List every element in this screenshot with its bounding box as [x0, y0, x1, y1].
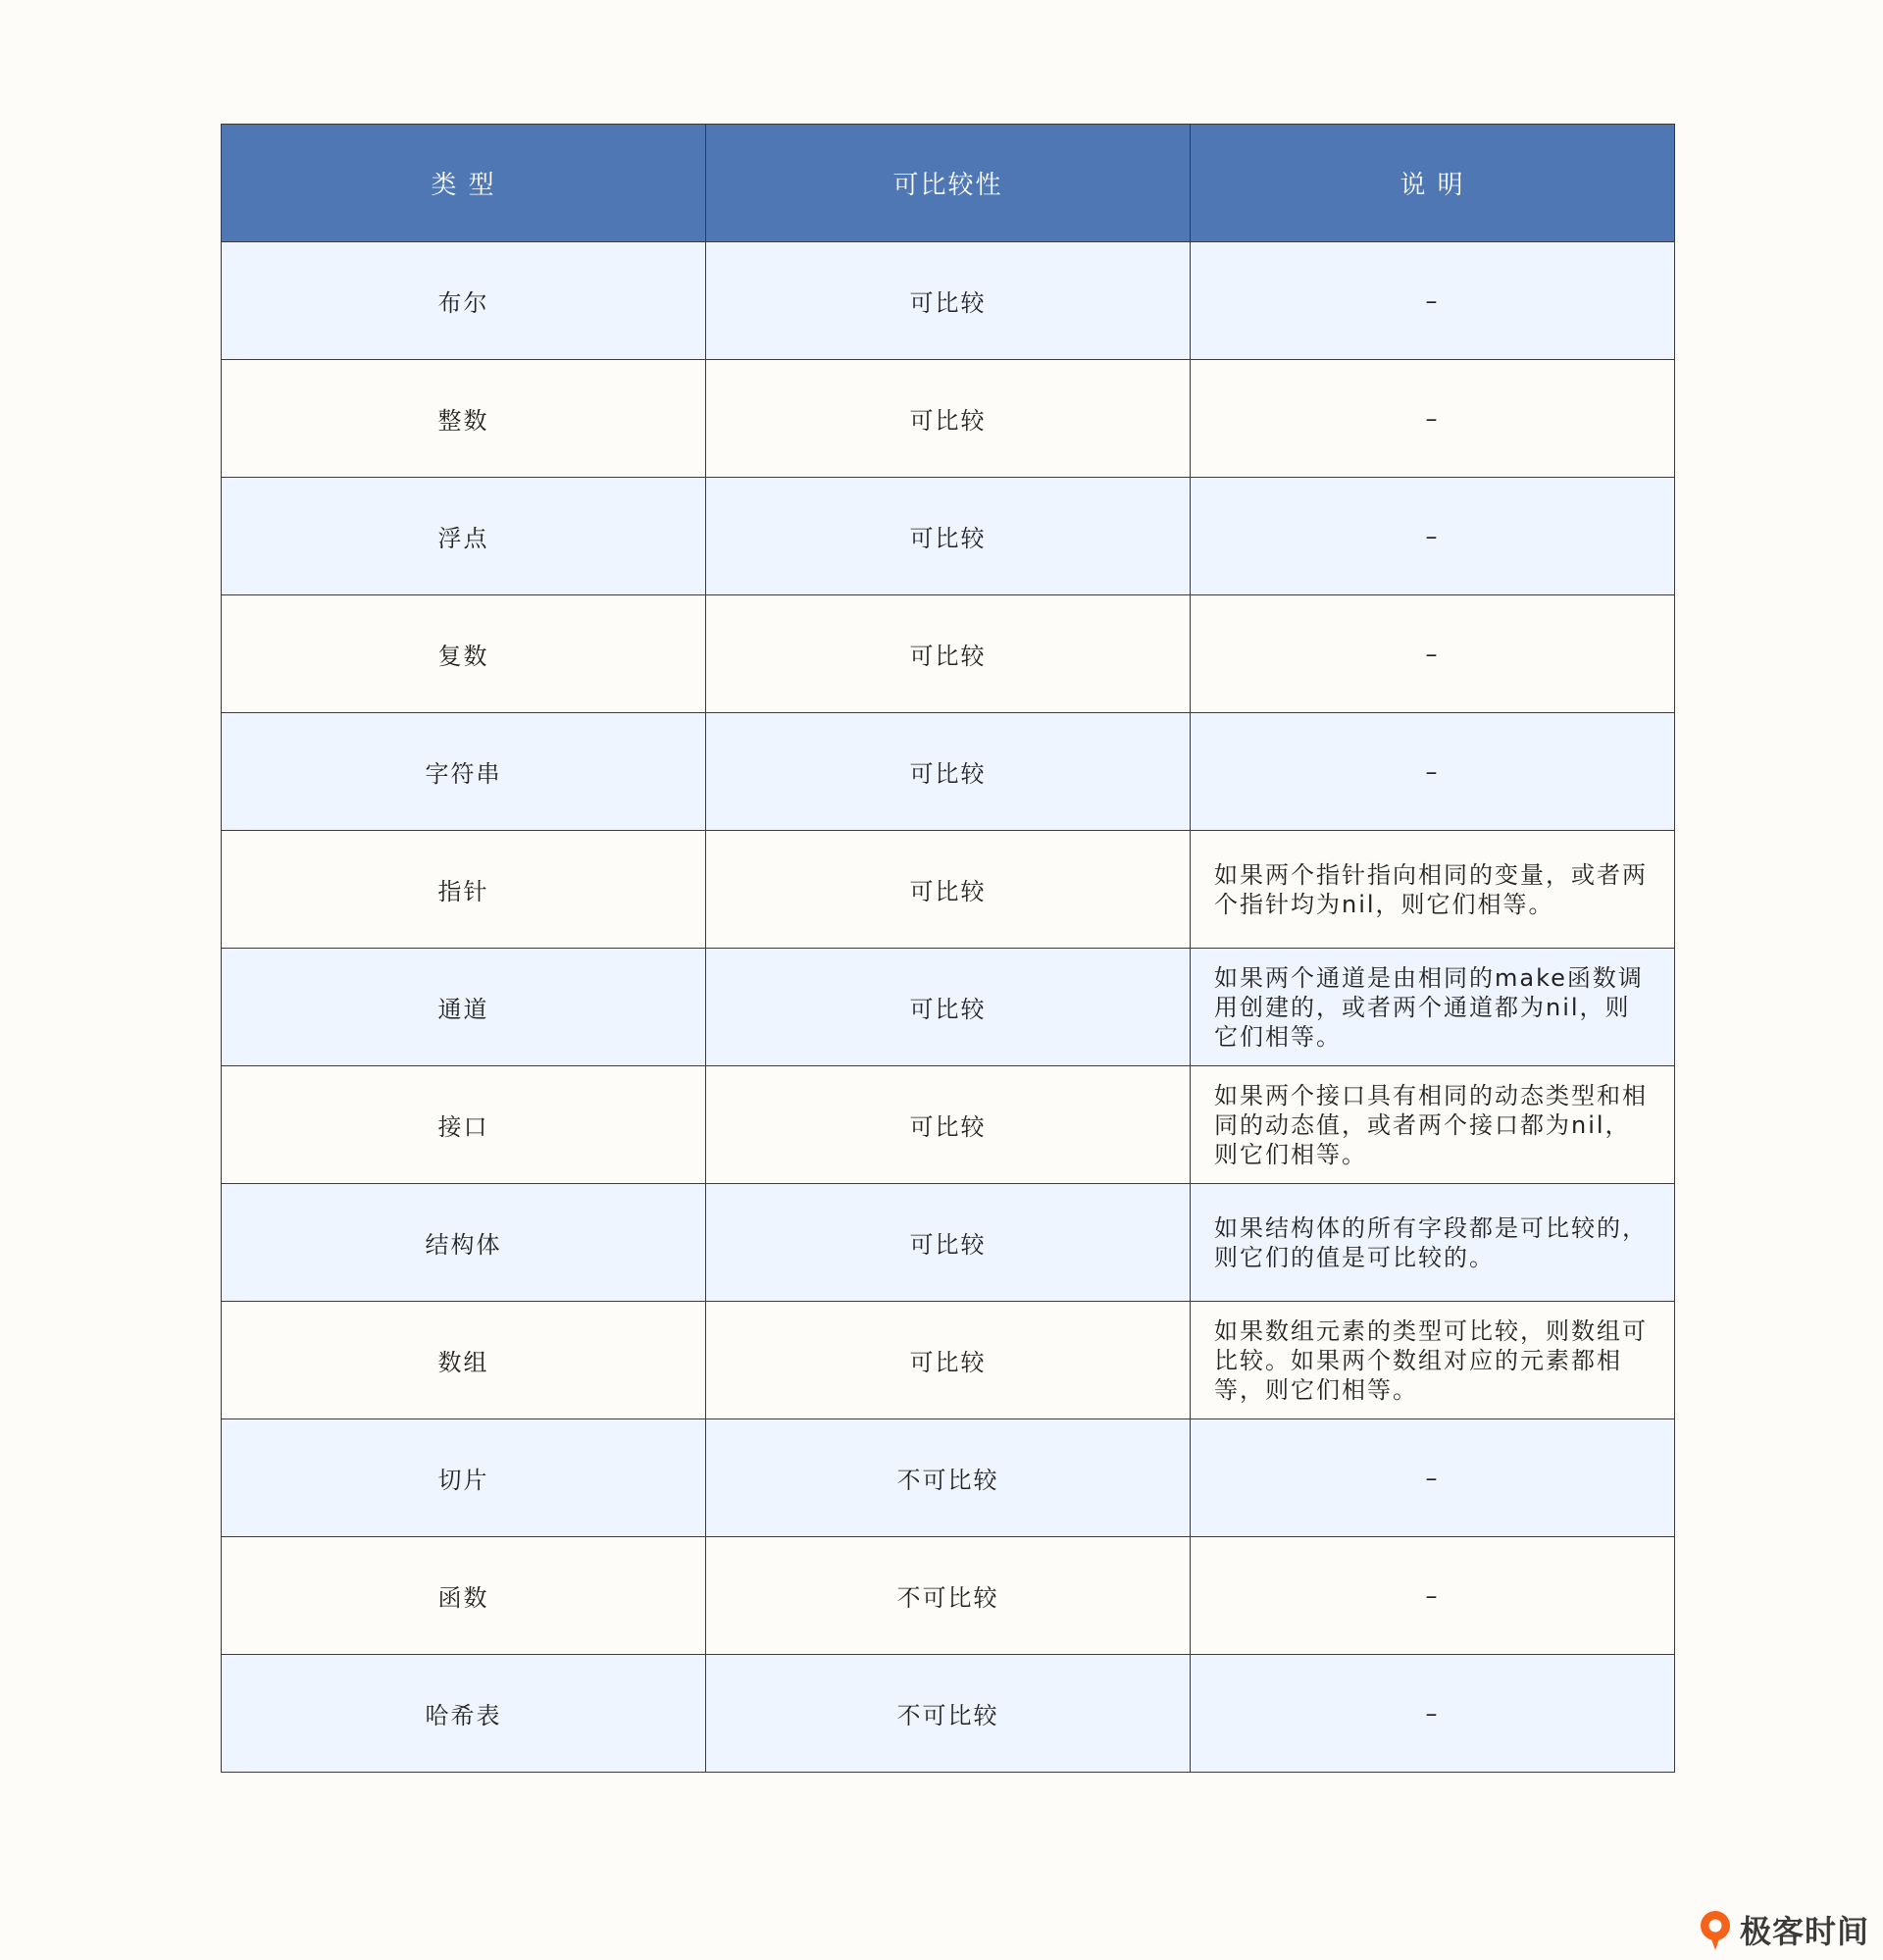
cell-comparability: 可比较: [706, 949, 1191, 1066]
table-row: [222, 1537, 1675, 1655]
geektime-logo-icon: [1697, 1908, 1734, 1951]
table-row: [222, 242, 1675, 360]
header-type: 类 型: [222, 125, 706, 242]
cell-comparability: 可比较: [706, 1302, 1191, 1419]
cell-type: 数组: [222, 1302, 706, 1419]
header-comparability: 可比较性: [706, 125, 1191, 242]
cell-comparability: 可比较: [706, 1066, 1191, 1184]
logo-text: 极客时间: [1739, 1913, 1869, 1950]
cell-description: 如果数组元素的类型可比较，则数组可比较。如果两个数组对应的元素都相等，则它们相等。: [1191, 1302, 1675, 1419]
cell-type: 函数: [222, 1537, 706, 1655]
cell-type: 结构体: [222, 1184, 706, 1302]
cell-type: 切片: [222, 1419, 706, 1537]
cell-description: –: [1191, 1537, 1675, 1655]
type-comparability-table: [221, 124, 1675, 1773]
cell-comparability: 可比较: [706, 831, 1191, 949]
table-row: [222, 1302, 1675, 1419]
cell-comparability: 可比较: [706, 360, 1191, 478]
table-header-row: [222, 125, 1675, 242]
cell-type: 字符串: [222, 713, 706, 831]
table-row: [222, 949, 1675, 1066]
table-row: [222, 713, 1675, 831]
cell-description: 如果两个指针指向相同的变量，或者两个指针均为nil，则它们相等。: [1191, 831, 1675, 949]
cell-comparability: 不可比较: [706, 1655, 1191, 1773]
cell-type: 通道: [222, 949, 706, 1066]
cell-type: 整数: [222, 360, 706, 478]
table-row: [222, 831, 1675, 949]
table-row: [222, 1655, 1675, 1773]
cell-type: 复数: [222, 595, 706, 713]
table-row: [222, 360, 1675, 478]
cell-description: –: [1191, 595, 1675, 713]
cell-comparability: 不可比较: [706, 1419, 1191, 1537]
cell-description: –: [1191, 360, 1675, 478]
cell-type: 接口: [222, 1066, 706, 1184]
cell-comparability: 可比较: [706, 242, 1191, 360]
geektime-logo: [1697, 1907, 1869, 1952]
header-description: 说 明: [1191, 125, 1675, 242]
cell-description: –: [1191, 713, 1675, 831]
cell-description: –: [1191, 478, 1675, 595]
cell-comparability: 可比较: [706, 1184, 1191, 1302]
table-row: [222, 478, 1675, 595]
cell-description: –: [1191, 1655, 1675, 1773]
cell-type: 浮点: [222, 478, 706, 595]
cell-description: –: [1191, 242, 1675, 360]
cell-type: 指针: [222, 831, 706, 949]
cell-description: –: [1191, 1419, 1675, 1537]
cell-description: 如果两个通道是由相同的make函数调用创建的，或者两个通道都为nil，则它们相等。: [1191, 949, 1675, 1066]
cell-comparability: 可比较: [706, 595, 1191, 713]
cell-comparability: 可比较: [706, 713, 1191, 831]
table-row: [222, 1419, 1675, 1537]
cell-comparability: 可比较: [706, 478, 1191, 595]
cell-description: 如果两个接口具有相同的动态类型和相同的动态值，或者两个接口都为nil，则它们相等。: [1191, 1066, 1675, 1184]
table-row: [222, 1066, 1675, 1184]
cell-description: 如果结构体的所有字段都是可比较的，则它们的值是可比较的。: [1191, 1184, 1675, 1302]
cell-type: 布尔: [222, 242, 706, 360]
table-row: [222, 595, 1675, 713]
table-row: [222, 1184, 1675, 1302]
cell-type: 哈希表: [222, 1655, 706, 1773]
cell-comparability: 不可比较: [706, 1537, 1191, 1655]
